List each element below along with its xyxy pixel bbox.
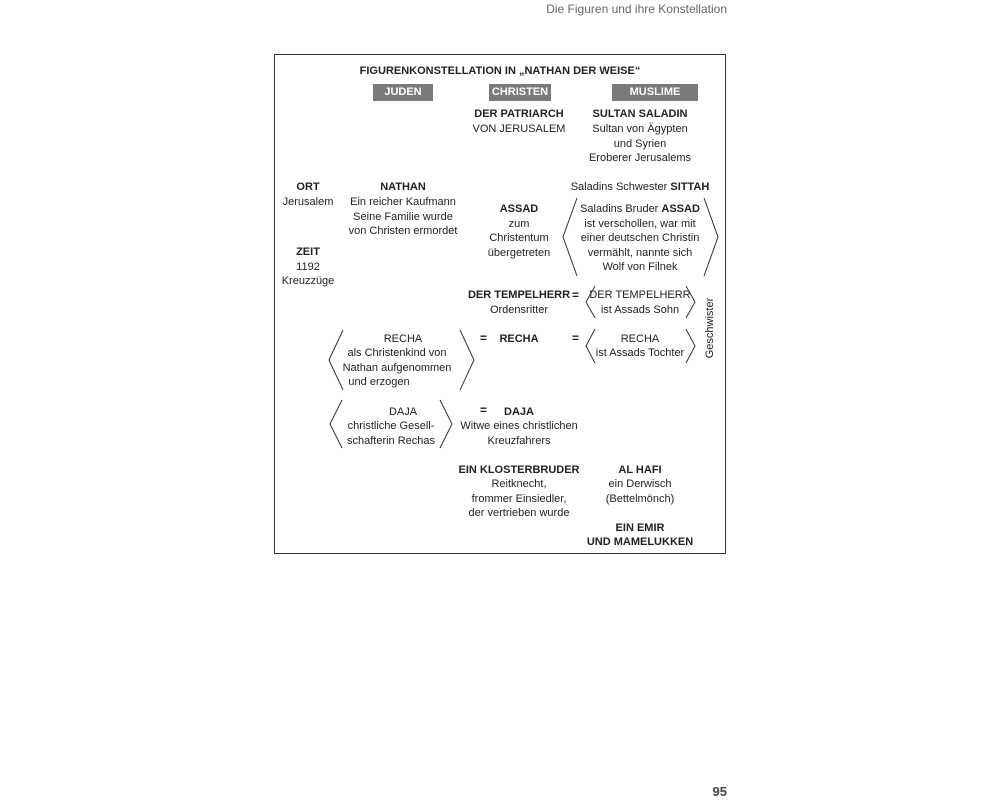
recha-juden-line-1: als Christenkind von (347, 347, 447, 359)
nathan-line-2: Seine Familie wurde (353, 211, 453, 223)
recha-christen-name: RECHA (499, 333, 539, 345)
assad-line-3: übergetreten (487, 247, 551, 259)
nathan-line-1: Ein reicher Kaufmann (350, 196, 456, 208)
daja-juden-name: DAJA (388, 406, 418, 418)
bracket-recha-muslim-right (686, 329, 695, 363)
saladin-line-3: Eroberer Jerusalems (588, 152, 692, 164)
ort-label: ORT (296, 181, 320, 193)
saladin-line-2: und Syrien (613, 138, 667, 150)
equals-sign-daja: = (480, 403, 488, 417)
bracket-assad-left (563, 198, 577, 276)
zeit-year: 1192 (296, 261, 320, 273)
saladin-line-1: Sultan von Ägypten (592, 123, 688, 135)
assad-muslim-line-1: ist verschollen, war mit (584, 218, 696, 230)
bracket-tempelherr-right (686, 286, 695, 318)
tempelherr-muslim-line-1: DER TEMPELHERR (589, 289, 691, 301)
daja-juden-line-1: christliche Gesell- (347, 420, 435, 432)
recha-juden-line-2: Nathan aufgenommen (342, 362, 452, 374)
bracket-recha-muslim-left (586, 329, 595, 363)
running-head: Die Figuren und ihre Konstellation (546, 2, 727, 16)
bracket-daja-right (440, 400, 452, 448)
assad-muslim-line-2: einer deutschen Christin (580, 232, 700, 244)
alhafi-line-1: ein Derwisch (608, 478, 672, 490)
emir-line-1: EIN EMIR (615, 522, 665, 534)
daja-christen-line-1: Witwe eines christlichen (460, 420, 578, 432)
klosterbruder-name: EIN KLOSTERBRUDER (458, 464, 580, 476)
sittah-prefix: Saladins Schwester (570, 181, 671, 193)
nathan-line-3: von Christen ermordet (348, 225, 458, 237)
daja-juden-line-2: schafterin Rechas (346, 435, 436, 447)
assad-muslim-prefix: Saladins Bruder (580, 203, 662, 215)
daja-christen-name: DAJA (504, 406, 534, 418)
bracket-recha-juden-left (329, 330, 343, 390)
recha-juden-line-3: und erzogen (348, 376, 410, 388)
patriarch-desc: VON JERUSALEM (472, 123, 566, 135)
tempelherr-name: DER TEMPELHERR (467, 289, 571, 301)
tempelherr-muslim-line-2: ist Assads Sohn (600, 304, 680, 316)
klosterbruder-line-3: der vertrieben wurde (468, 507, 570, 519)
assad-name: ASSAD (499, 203, 539, 215)
ort-value: Jerusalem (282, 196, 334, 208)
equals-sign-recha-2: = (572, 331, 580, 345)
nathan-name: NATHAN (380, 181, 426, 193)
assad-muslim-line-4: Wolf von Filnek (602, 261, 678, 273)
equals-sign-recha-1: = (480, 331, 488, 345)
assad-line-2: Christentum (489, 232, 549, 244)
alhafi-line-2: (Bettelmönch) (605, 493, 675, 505)
recha-juden-name: RECHA (383, 333, 423, 345)
sittah-name: SITTAH (670, 181, 710, 193)
bracket-daja-left (330, 400, 342, 448)
tempelherr-desc: Ordensritter (489, 304, 549, 316)
recha-muslim-line-2: ist Assads Tochter (595, 347, 685, 359)
recha-muslim-line-1: RECHA (620, 333, 660, 345)
equals-sign-tempelherr: = (572, 288, 580, 302)
bracket-assad-right (704, 198, 718, 276)
klosterbruder-line-2: frommer Einsiedler, (471, 493, 567, 505)
column-header-christen: CHRISTEN (489, 84, 551, 101)
alhafi-name: AL HAFI (618, 464, 662, 476)
patriarch-name: DER PATRIARCH (474, 108, 564, 120)
page-number: 95 (712, 784, 727, 799)
column-header-juden: JUDEN (373, 84, 433, 101)
klosterbruder-line-1: Reitknecht, (491, 478, 547, 490)
saladin-name: SULTAN SALADIN (592, 108, 688, 120)
bracket-recha-juden-right (460, 330, 474, 390)
daja-christen-line-2: Kreuzfahrers (487, 435, 551, 447)
assad-muslim-name: ASSAD (661, 203, 700, 215)
emir-line-2: UND MAMELUKKEN (586, 536, 694, 548)
assad-line-1: zum (508, 218, 530, 230)
geschwister-label: Geschwister (704, 297, 716, 359)
zeit-label: ZEIT (296, 246, 320, 258)
assad-muslim-line-3: vermählt, nannte sich (587, 247, 693, 259)
column-header-muslime: MUSLIME (612, 84, 698, 101)
diagram-title: FIGURENKONSTELLATION IN „NATHAN DER WEISE“ (359, 65, 641, 77)
bracket-tempelherr-left (586, 286, 595, 318)
zeit-event: Kreuzzüge (281, 275, 335, 287)
